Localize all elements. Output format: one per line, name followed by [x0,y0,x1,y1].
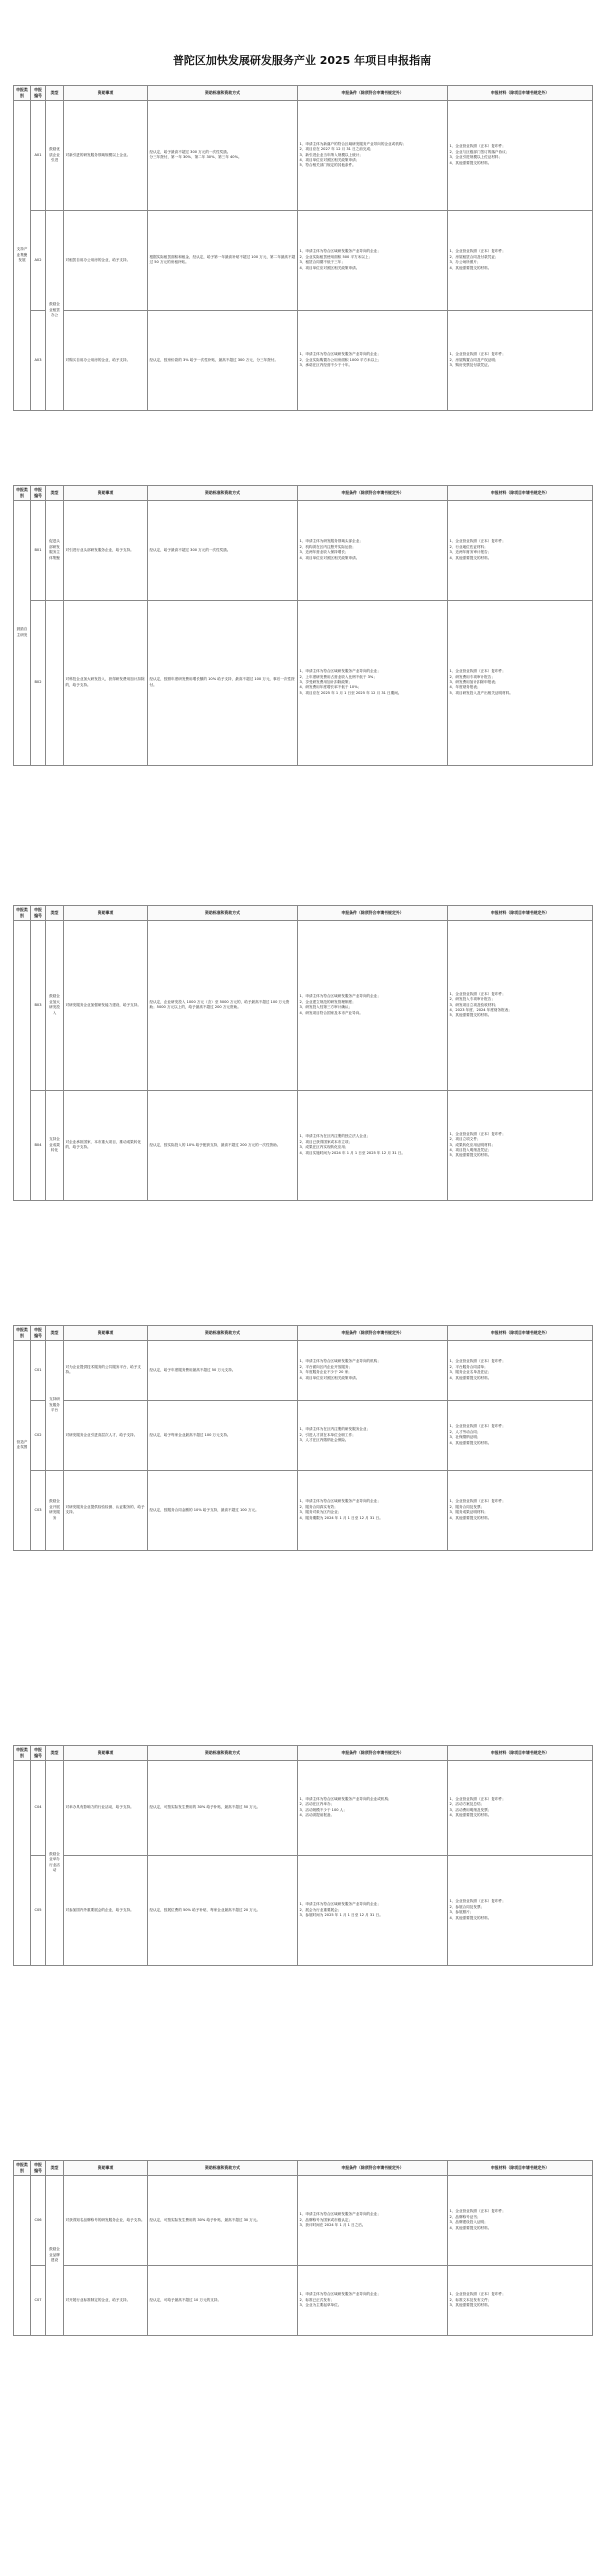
conditions-cell: 1、申请主体为符合区域研发服务产业导向的企业； 2、企业建立规范的研发管理制度； 3、研发投入经第三方审计确认； 4、研发项目符合国家及本市产业导向。 [298,920,448,1090]
header-materials: 申报材料（除项目申请书规定外） [448,2161,593,2176]
header-type: 类型 [46,2161,64,2176]
item-cell: 对获得知名品牌称号的研发服务企业，给予支持。 [64,2175,148,2265]
number-cell: A01 [31,100,46,210]
header-number: 申报编号 [31,2161,46,2176]
conditions-cell: 1、申请主体为研发服务领域头部企业； 2、机构须在区内注册并实际运营； 3、近两年营业收入保持增长； 4、项目单位应对照区相关政策申请。 [298,500,448,600]
table-row [14,1760,593,1855]
table-page-4 [13,1325,592,1551]
conditions-cell: 1、申请主体为符合区域研发服务产业导向的企业； 2、企业实际购置办公用房面积 1000 平方米以上； 3、承诺在区内经营不少于十年。 [298,310,448,410]
item-cell: 对购买自用办公用房的企业，给予支持。 [64,310,148,410]
item-cell: 对开展行业标准制定的企业，给予支持。 [64,2265,148,2335]
standard-cell: 经认定，按服务合同金额的 10% 给予支持，最高不超过 100 万元。 [148,1470,298,1550]
guide-table [13,85,593,411]
table-row [14,1400,593,1470]
type-cell: 鼓励企业品牌建设 [46,2175,64,2335]
materials-cell: 1、企业营业执照（正本）复印件； 2、房屋购置合同及产权证明； 3、购房发票及付款凭证。 [448,310,593,410]
header-category: 申报类别 [14,1326,31,1341]
header-category: 申报类别 [14,486,31,501]
header-row [14,86,593,101]
table-row [14,1340,593,1400]
header-conditions: 申报条件（除须符合申请书规定外） [298,86,448,101]
item-cell: 对研发服务企业提供检验检测、认证服务的，给予支持。 [64,1470,148,1550]
header-item: 资助事项 [64,1746,148,1761]
table-row [14,100,593,210]
table-row [14,600,593,765]
header-number: 申报编号 [31,486,46,501]
conditions-cell: 1、申请主体为符合区域研发服务产业导向的企业； 2、上年度研发费用占营业收入比例不低于 3%； 3、享受研发费用加计扣除政策； 4、研发费用年度增长率不低于 10%； 5、项目应在 2025 年 1 月 1 日至 2025 年 12 月 31 日期间。 [298,600,448,765]
item-cell: 对研发服务企业加强研发能力建设，给予支持。 [64,920,148,1090]
header-standard: 资助标准和资助方式 [148,2161,298,2176]
type-cell [46,600,64,765]
item-cell: 对租赁自用办公用房的企业，给予支持。 [64,210,148,310]
header-standard: 资助标准和资助方式 [148,486,298,501]
materials-cell: 1、企业营业执照（正本）复印件； 2、房屋租赁合同及付款凭证； 3、办公场所照片； 4、其他需要提交的材料。 [448,210,593,310]
header-row [14,2161,593,2176]
header-materials: 申报材料（除项目申请书规定外） [448,486,593,501]
header-conditions: 申报条件（除须符合申请书规定外） [298,2161,448,2176]
table-page-6 [13,2160,592,2336]
category-cell [14,920,31,1200]
conditions-cell: 1、申请主体为符合区域研发服务产业导向的企业； 2、企业实际租赁使用面积 500 平方米以上； 3、租赁合同期不低于三年； 4、项目单位应对照区相关政策申请。 [298,210,448,310]
number-cell: C07 [31,2265,46,2335]
materials-cell: 1、企业营业执照（正本）复印件； 2、品牌称号证书； 3、品牌建设投入证明； 4、其他需要提交的材料。 [448,2175,593,2265]
category-cell: 鼓励自主研发 [14,500,31,765]
guide-table [13,1745,593,1966]
standard-cell: 经认定，按房价款的 3% 给予一次性补贴，最高不超过 300 万元，分三年拨付。 [148,310,298,410]
type-cell: 促进头部研发服务主体集聚 [46,500,64,600]
header-category: 申报类别 [14,1746,31,1761]
header-materials: 申报材料（除项目申请书规定外） [448,86,593,101]
header-category: 申报类别 [14,906,31,921]
materials-cell: 1、企业营业执照（正本）复印件； 2、平台服务合同清单； 3、服务企业名单及佐证； 4、其他需要提交的材料。 [448,1340,593,1400]
standard-cell: 经认定，给予年度服务费用最高不超过 50 万元支持。 [148,1340,298,1400]
header-item: 资助事项 [64,486,148,501]
table-page-1 [13,85,592,411]
header-item: 资助事项 [64,2161,148,2176]
header-row [14,486,593,501]
table-page-3 [13,905,592,1201]
item-cell: 对引进行业头部研发服务企业，给予支持。 [64,500,148,600]
materials-cell: 1、企业营业执照（正本）复印件； 2、活动方案及总结； 3、活动费用明细及发票； 4、其他需要提交的材料。 [448,1760,593,1855]
materials-cell: 1、企业营业执照（正本）复印件； 2、研发费用专项审计报告； 3、研发费用加计扣除申报表； 4、年度财务报表； 5、项目研发投入及产出相关证明材料。 [448,600,593,765]
standard-cell: 经认定，按展位费的 50% 给予补贴，每家企业最高不超过 20 万元。 [148,1855,298,1965]
materials-cell: 1、企业营业执照（正本）复印件； 2、标准文本及发布文件； 3、其他需要提交的材料。 [448,2265,593,2335]
header-materials: 申报材料（除项目申请书规定外） [448,1746,593,1761]
materials-cell: 1、企业营业执照（正本）复印件； 2、行业地位佐证材料； 3、近两年财务审计报告； 4、其他需要提交的材料。 [448,500,593,600]
table-page-2 [13,485,592,766]
table-row [14,1855,593,1965]
standard-cell: 根据实际租赁面积和租金，经认定，给予第一年最高补贴不超过 100 万元、第二年最高不超过 50 万元的房租补贴。 [148,210,298,310]
header-row [14,1326,593,1341]
standard-cell: 经认定，可给予最高不超过 10 万元的支持。 [148,2265,298,2335]
category-cell: 营造产业氛围 [14,1340,31,1550]
type-cell: 鼓励优质企业引进 [46,100,64,210]
table-row [14,2265,593,2335]
header-standard: 资助标准和资助方式 [148,86,298,101]
header-number: 申报编号 [31,1746,46,1761]
category-cell [14,2175,31,2335]
number-cell: B04 [31,1090,46,1200]
standard-cell: 经认定，按实际投入的 10% 给予配套支持，最高不超过 200 万元的一次性资助。 [148,1090,298,1200]
header-type: 类型 [46,1326,64,1341]
category-cell: 支持产业集聚发展 [14,100,31,410]
conditions-cell: 1、申请主体为符合区域研发服务产业导向的企业； 2、服务合同真实有效； 3、服务对象为区内企业； 4、服务期限为 2024 年 1 月 1 日至 12 月 31 日。 [298,1470,448,1550]
number-cell: A02 [31,210,46,310]
materials-cell: 1、企业营业执照（正本）复印件； 2、研发投入专项审计报告； 3、研发项目立项及验收材料； 4、2023 年度、2024 年度财务报表； 5、其他需要提交的材料。 [448,920,593,1090]
guide-table [13,2160,593,2336]
materials-cell: 1、企业营业执照（正本）复印件； 2、项目立项文件； 3、成果转化应用证明材料； 4、项目投入明细及凭证； 5、其他需要提交的材料。 [448,1090,593,1200]
item-cell: 对研发服务企业引进高层次人才，给予支持。 [64,1400,148,1470]
header-row [14,906,593,921]
conditions-cell: 1、申请主体为符合区域研发服务产业导向的企业； 2、品牌称号为国家或市级认定； 3、获评时间在 2024 年 1 月 1 日之后。 [298,2175,448,2265]
table-page-5 [13,1745,592,1966]
conditions-cell: 1、申请主体为符合区域研发服务产业导向的企业或机构； 2、活动在区内举办； 3、活动规模不少于 100 人； 4、活动须提前报备。 [298,1760,448,1855]
type-cell: 鼓励企业加大研发投入 [46,920,64,1090]
header-standard: 资助标准和资助方式 [148,1326,298,1341]
header-item: 资助事项 [64,1326,148,1341]
item-cell: 对为企业提供技术服务的公共服务平台，给予支持。 [64,1340,148,1400]
type-cell: 鼓励企业举办行业活动 [46,1760,64,1965]
table-row [14,2175,593,2265]
conditions-cell: 1、申请主体为在区内注册的研发服务企业； 2、引进人才须在本单位全职工作； 3、人才在区内缴纳社会保险。 [298,1400,448,1470]
standard-cell: 经认定，可按实际发生费用的 30% 给予补贴，最高不超过 30 万元。 [148,2175,298,2265]
header-item: 资助事项 [64,86,148,101]
header-conditions: 申报条件（除须符合申请书规定外） [298,1746,448,1761]
table-row [14,210,593,310]
number-cell: C05 [31,1855,46,1965]
standard-cell: 经认定，按照年度研发费用增长额的 10% 给予支持，最高不超过 100 万元，事后一次性拨付。 [148,600,298,765]
number-cell: C03 [31,1470,46,1550]
header-conditions: 申报条件（除须符合申请书规定外） [298,906,448,921]
category-cell [14,1760,31,1965]
number-cell: C06 [31,2175,46,2265]
standard-cell: 经认定，给予最高不超过 300 万元的一次性奖励。 分三年拨付，第一年 30%、第二年 30%、第三年 40%。 [148,100,298,210]
header-standard: 资助标准和资助方式 [148,906,298,921]
type-cell: 支持研发服务平台 [46,1340,64,1470]
number-cell: B02 [31,600,46,765]
number-cell: B01 [31,500,46,600]
header-conditions: 申报条件（除须符合申请书规定外） [298,1326,448,1341]
conditions-cell: 1、申请主体为新落户的符合区域研发服务产业导向的企业或机构； 2、项目应在 2027 年 12 月 31 日之前完成； 3、新引进企业当年纳入规模以上统计； 4、项目单位应对照区相关政策申请； 5、符合相关部门规定的其他条件。 [298,100,448,210]
table-row [14,1470,593,1550]
materials-cell: 1、企业营业执照（正本）复印件； 2、参展合同及发票； 3、参展照片； 4、其他需要提交的材料。 [448,1855,593,1965]
table-row [14,310,593,410]
number-cell: A03 [31,310,46,410]
header-type: 类型 [46,486,64,501]
guide-table [13,1325,593,1551]
materials-cell: 1、企业营业执照（正本）复印件； 2、企业与区级部门签订的落户协议； 3、企业引进规模以上佐证材料； 4、其他需要提交的材料。 [448,100,593,210]
standard-cell: 经认定，给予最高不超过 300 万元的一次性奖励。 [148,500,298,600]
conditions-cell: 1、申请主体为在区内注册的独立法人企业； 2、项目已获得国家或本市立项； 3、成果在区内实现转化应用； 4、项目实施时间为 2024 年 1 月 1 日至 2025 年 12 月 31 日。 [298,1090,448,1200]
number-cell: C04 [31,1760,46,1855]
conditions-cell: 1、申请主体为符合区域研发服务产业导向的机构； 2、平台面向区内企业开放服务； 3、年度服务企业不少于 20 家； 4、项目单位应对照区相关政策申请。 [298,1340,448,1400]
header-number: 申报编号 [31,1326,46,1341]
item-cell: 对举办具有影响力的行业活动，给予支持。 [64,1760,148,1855]
number-cell: C02 [31,1400,46,1470]
header-row [14,1746,593,1761]
header-type: 类型 [46,1746,64,1761]
standard-cell: 经认定，可按实际发生费用的 30% 给予补贴，最高不超过 50 万元。 [148,1760,298,1855]
item-cell: 对企业承担国家、本市重大项目，推动成果转化的，给予支持。 [64,1090,148,1200]
type-cell: 鼓励企业开展研发服务 [46,1470,64,1550]
header-type: 类型 [46,86,64,101]
item-cell: 对新引进的研发服务领域规模以上企业。 [64,100,148,210]
header-category: 申报类别 [14,86,31,101]
header-type: 类型 [46,906,64,921]
item-cell: 对科技企业加大研发投入，获得研发费用加计扣除的，给予支持。 [64,600,148,765]
standard-cell: 经认定，给予每家企业最高不超过 100 万元支持。 [148,1400,298,1470]
guide-table [13,905,593,1201]
header-number: 申报编号 [31,906,46,921]
header-standard: 资助标准和资助方式 [148,1746,298,1761]
header-item: 资助事项 [64,906,148,921]
item-cell: 对参加国内外重要展会的企业，给予支持。 [64,1855,148,1965]
header-number: 申报编号 [31,86,46,101]
table-row [14,920,593,1090]
materials-cell: 1、企业营业执照（正本）复印件； 2、人才劳动合同； 3、社保缴纳证明； 4、其他需要提交的材料。 [448,1400,593,1470]
table-row [14,500,593,600]
type-cell: 鼓励企业租赁办公 [46,210,64,410]
number-cell: B03 [31,920,46,1090]
header-materials: 申报材料（除项目申请书规定外） [448,1326,593,1341]
number-cell: C01 [31,1340,46,1400]
standard-cell: 经认定，企业研发投入 1000 万元（含）至 5000 万元的，给予最高不超过 100 万元资助；5000 万元以上的，给予最高不超过 200 万元资助。 [148,920,298,1090]
conditions-cell: 1、申请主体为符合区域研发服务产业导向的企业； 2、标准已正式发布； 3、企业为主要起草单位。 [298,2265,448,2335]
header-category: 申报类别 [14,2161,31,2176]
type-cell: 支持企业成果转化 [46,1090,64,1200]
table-row [14,1090,593,1200]
header-conditions: 申报条件（除须符合申请书规定外） [298,486,448,501]
page-title: 普陀区加快发展研发服务产业 2025 年项目申报指南 [172,54,432,67]
materials-cell: 1、企业营业执照（正本）复印件； 2、服务合同及发票； 3、服务成果证明材料； 4、其他需要提交的材料。 [448,1470,593,1550]
header-materials: 申报材料（除项目申请书规定外） [448,906,593,921]
guide-table [13,485,593,766]
conditions-cell: 1、申请主体为符合区域研发服务产业导向的企业； 2、展会为行业重要展会； 3、参展时间为 2025 年 1 月 1 日至 12 月 31 日。 [298,1855,448,1965]
